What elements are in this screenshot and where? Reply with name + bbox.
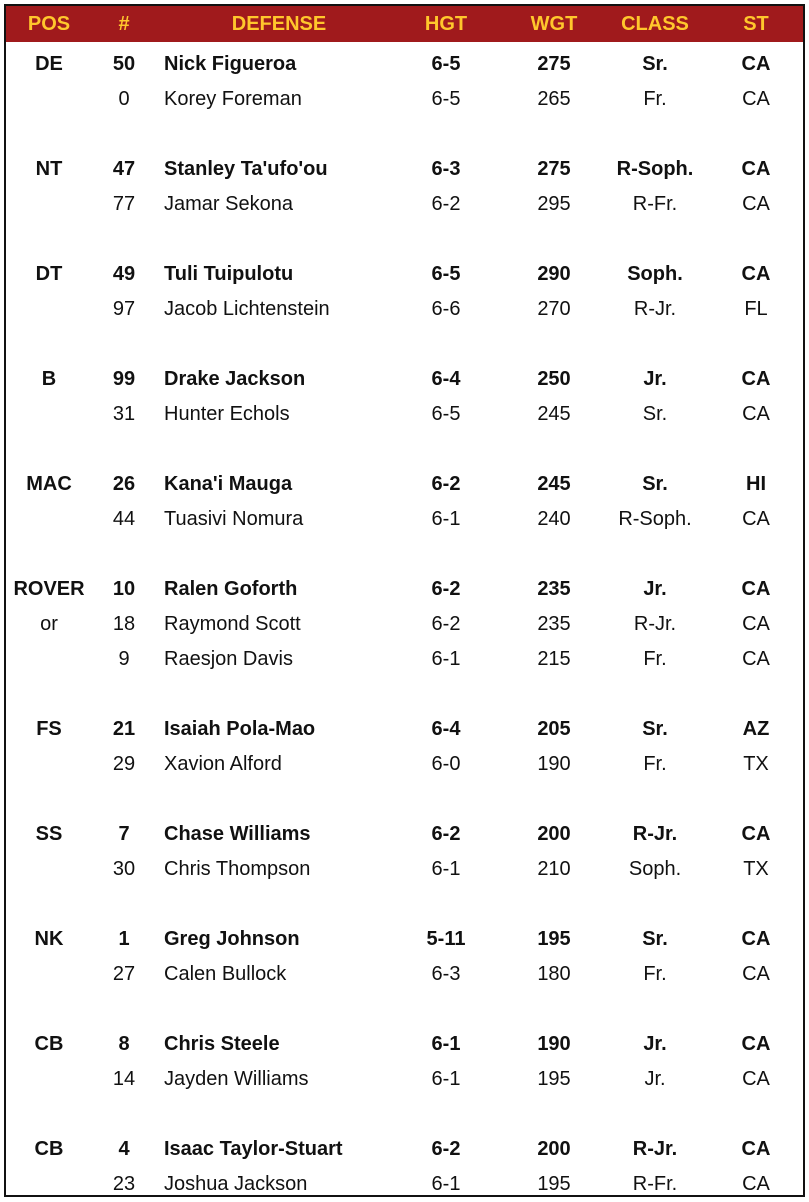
class-year: Sr. (642, 718, 668, 740)
jersey-number: 1 (118, 928, 130, 950)
home-state: CA (741, 263, 771, 285)
position (6, 1062, 92, 1097)
table-row (6, 712, 803, 747)
player-name: Jayden Williams (164, 1068, 309, 1090)
home-state: CA (742, 88, 770, 110)
col-header-class: CLASS (621, 13, 689, 35)
weight: 290 (537, 263, 571, 285)
home-state: CA (741, 158, 771, 180)
player-name: Tuli Tuipulotu (164, 263, 294, 285)
home-state: CA (742, 963, 770, 985)
player-name: Drake Jackson (164, 368, 306, 390)
class-year: Fr. (643, 753, 667, 775)
jersey-number: 49 (112, 263, 136, 285)
jersey-number: 47 (112, 158, 136, 180)
home-state: CA (742, 1173, 770, 1195)
position: NK (34, 928, 64, 950)
jersey-number: 30 (112, 858, 136, 880)
position (6, 187, 92, 222)
position (6, 397, 92, 432)
col-header-weight: WGT (530, 13, 578, 35)
home-state: TX (743, 753, 769, 775)
height: 6-1 (431, 1173, 461, 1195)
table-row (6, 1132, 803, 1167)
jersey-number: 18 (112, 613, 136, 635)
jersey-number: 23 (112, 1173, 136, 1195)
weight: 195 (537, 1173, 571, 1195)
position: MAC (26, 473, 72, 495)
player-name: Kana'i Mauga (164, 473, 293, 495)
position (6, 502, 92, 537)
jersey-number: 26 (112, 473, 136, 495)
table-row (6, 362, 803, 397)
weight: 295 (537, 193, 571, 215)
player-name: Raymond Scott (164, 613, 301, 635)
weight: 210 (537, 858, 571, 880)
height: 6-5 (431, 403, 461, 425)
position: or (40, 613, 58, 635)
home-state: CA (742, 193, 770, 215)
weight: 270 (537, 298, 571, 320)
position: CB (34, 1138, 64, 1160)
weight: 235 (537, 613, 571, 635)
position (6, 957, 92, 992)
jersey-number: 77 (112, 193, 136, 215)
table-row (6, 1167, 803, 1202)
weight: 275 (537, 53, 571, 75)
home-state: CA (742, 403, 770, 425)
player-name: Joshua Jackson (164, 1173, 308, 1195)
position (6, 82, 92, 117)
player-name: Chris Thompson (164, 858, 311, 880)
weight: 200 (537, 823, 571, 845)
position (6, 1167, 92, 1202)
class-year: Sr. (642, 928, 668, 950)
height: 6-6 (431, 298, 461, 320)
class-year: R-Jr. (632, 1138, 678, 1160)
class-year: Sr. (642, 53, 668, 75)
height: 5-11 (426, 928, 466, 950)
weight: 195 (537, 1068, 571, 1090)
table-row (6, 852, 803, 887)
home-state: CA (741, 53, 771, 75)
weight: 240 (537, 508, 571, 530)
jersey-number: 4 (118, 1138, 130, 1160)
class-year: Jr. (643, 368, 667, 390)
height: 6-2 (431, 613, 461, 635)
jersey-number: 21 (112, 718, 136, 740)
player-name: Stanley Ta'ufo'ou (164, 158, 328, 180)
height: 6-2 (431, 193, 461, 215)
class-year: R-Jr. (632, 823, 678, 845)
player-name: Nick Figueroa (164, 53, 297, 75)
position: DE (35, 53, 63, 75)
depth-chart (4, 4, 805, 1197)
table-row (6, 1027, 803, 1062)
class-year: Jr. (643, 1033, 667, 1055)
class-year: R-Jr. (633, 298, 677, 320)
table-row (6, 152, 803, 187)
class-year: Jr. (644, 1068, 666, 1090)
player-name: Isaac Taylor-Stuart (164, 1138, 343, 1160)
jersey-number: 14 (112, 1068, 136, 1090)
class-year: Jr. (643, 578, 667, 600)
class-year: Fr. (643, 648, 667, 670)
weight: 235 (537, 578, 571, 600)
weight: 265 (537, 88, 571, 110)
jersey-number: 99 (112, 368, 136, 390)
home-state: TX (743, 858, 769, 880)
player-name: Hunter Echols (164, 403, 290, 425)
height: 6-2 (431, 473, 461, 495)
player-name: Jamar Sekona (164, 193, 293, 215)
table-row (6, 1062, 803, 1097)
home-state: CA (742, 1068, 770, 1090)
jersey-number: 7 (118, 823, 130, 845)
height: 6-1 (431, 858, 461, 880)
player-name: Korey Foreman (164, 88, 302, 110)
position: SS (35, 823, 63, 845)
height: 6-5 (431, 88, 461, 110)
weight: 180 (537, 963, 571, 985)
jersey-number: 50 (112, 53, 136, 75)
home-state: CA (741, 823, 771, 845)
table-row (6, 747, 803, 782)
col-header-pos: POS (27, 13, 71, 35)
height: 6-2 (431, 823, 461, 845)
weight: 190 (537, 1033, 571, 1055)
home-state: CA (741, 368, 771, 390)
jersey-number: 44 (112, 508, 136, 530)
position (6, 747, 92, 782)
height: 6-1 (431, 648, 461, 670)
position: CB (34, 1033, 64, 1055)
player-name: Calen Bullock (164, 963, 287, 985)
jersey-number: 31 (112, 403, 136, 425)
player-name: Xavion Alford (164, 753, 282, 775)
player-name: Raesjon Davis (164, 648, 293, 670)
position (6, 852, 92, 887)
jersey-number: 27 (112, 963, 136, 985)
player-name: Chase Williams (164, 823, 311, 845)
height: 6-3 (431, 158, 461, 180)
jersey-number: 8 (118, 1033, 130, 1055)
table-row (6, 467, 803, 502)
class-year: R-Fr. (632, 193, 678, 215)
height: 6-0 (431, 753, 461, 775)
weight: 250 (537, 368, 571, 390)
home-state: HI (746, 473, 766, 495)
col-header-state: ST (743, 13, 769, 35)
class-year: Soph. (628, 858, 682, 880)
table-row (6, 47, 803, 82)
weight: 245 (537, 403, 571, 425)
weight: 190 (537, 753, 571, 775)
position: B (41, 368, 57, 390)
player-name: Ralen Goforth (164, 578, 298, 600)
home-state: AZ (742, 718, 770, 740)
class-year: Soph. (627, 263, 683, 285)
height: 6-3 (431, 963, 461, 985)
player-name: Jacob Lichtenstein (164, 298, 330, 320)
jersey-number: 0 (118, 88, 130, 110)
table-row (6, 397, 803, 432)
table-row (6, 82, 803, 117)
home-state: CA (741, 1033, 771, 1055)
player-name: Tuasivi Nomura (164, 508, 304, 530)
table-row (6, 257, 803, 292)
position: FS (36, 718, 62, 740)
class-year: R-Soph. (618, 508, 692, 530)
table-row (6, 572, 803, 607)
class-year: Fr. (643, 88, 667, 110)
position: NT (35, 158, 63, 180)
height: 6-5 (431, 263, 461, 285)
weight: 200 (537, 1138, 571, 1160)
home-state: CA (741, 578, 771, 600)
jersey-number: 9 (118, 648, 130, 670)
position (6, 292, 92, 327)
home-state: CA (741, 1138, 771, 1160)
table-row (6, 187, 803, 222)
home-state: CA (742, 648, 770, 670)
header-row (6, 6, 803, 42)
height: 6-5 (431, 53, 461, 75)
home-state: CA (742, 613, 770, 635)
table-row (6, 292, 803, 327)
weight: 195 (537, 928, 571, 950)
weight: 215 (537, 648, 571, 670)
weight: 205 (537, 718, 571, 740)
col-header-height: HGT (424, 13, 468, 35)
weight: 275 (537, 158, 571, 180)
jersey-number: 97 (112, 298, 136, 320)
class-year: Sr. (642, 403, 668, 425)
player-name: Greg Johnson (164, 928, 300, 950)
table-row (6, 502, 803, 537)
class-year: Sr. (642, 473, 668, 495)
class-year: R-Fr. (632, 1173, 678, 1195)
table-row (6, 957, 803, 992)
height: 6-2 (431, 1138, 461, 1160)
height: 6-1 (431, 1033, 461, 1055)
player-name: Chris Steele (164, 1033, 280, 1055)
position: DT (35, 263, 63, 285)
col-header-defense: DEFENSE (231, 13, 327, 35)
table-row (6, 642, 803, 677)
table-row (6, 817, 803, 852)
height: 6-4 (431, 368, 461, 390)
height: 6-2 (431, 578, 461, 600)
player-name: Isaiah Pola-Mao (164, 718, 316, 740)
jersey-number: 29 (112, 753, 136, 775)
class-year: Fr. (643, 963, 667, 985)
home-state: FL (744, 298, 768, 320)
col-header-number: # (118, 13, 130, 35)
class-year: R-Jr. (633, 613, 677, 635)
position: ROVER (13, 578, 85, 600)
height: 6-4 (431, 718, 461, 740)
jersey-number: 10 (112, 578, 136, 600)
home-state: CA (741, 928, 771, 950)
home-state: CA (742, 508, 770, 530)
class-year: R-Soph. (616, 158, 694, 180)
table-row (6, 607, 803, 642)
weight: 245 (537, 473, 571, 495)
height: 6-1 (431, 508, 461, 530)
position (6, 642, 92, 677)
height: 6-1 (431, 1068, 461, 1090)
table-row (6, 922, 803, 957)
